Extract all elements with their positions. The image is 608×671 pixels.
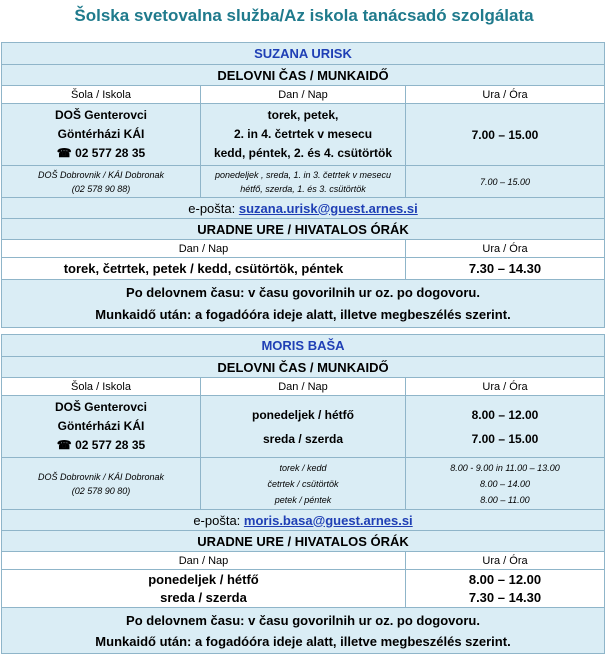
days-cell [200,104,405,166]
note-sl: Po delovnem času: v času govorilnih ur oz. po dogovoru. [126,612,480,628]
office-days: torek, četrtek, petek / kedd, csütörtök, péntek [2,258,406,280]
days-cell [200,396,405,458]
phone-icon: ☎ [56,438,72,452]
counselor-name: SUZANA URISK [2,43,605,65]
schedule-sheet [1,42,605,654]
school-phone [6,436,196,455]
hours-cell: 7.00 – 15.00 [406,166,605,198]
school-name-hu: Göntérházi KÁI [57,419,145,433]
note-hu: Munkaidő után: a fogadóóra ideje alatt, illetve megbeszélés szerint. [95,633,511,649]
hours-line: 8.00 – 14.00 [479,478,531,489]
col-day-header: Dan / Nap [200,378,405,396]
col-school-header: Šola / Iskola [2,86,201,104]
note-hu: Munkaidő után: a fogadóóra ideje alatt, illetve megbeszélés szerint. [95,306,511,322]
hours-cell: 7.00 – 15.00 [406,104,605,166]
email-label: e-pošta: [193,512,241,528]
email-row [2,198,605,219]
email-link[interactable]: suzana.urisk@guest.arnes.si [238,200,418,216]
office-hours-header: URADNE URE / HIVATALOS ÓRÁK [2,531,605,552]
counselor-schedule-table [1,42,605,654]
office-hours-line: 7.30 – 14.30 [468,589,542,605]
office-days [2,570,406,608]
office-hours-line: 8.00 – 12.00 [468,571,542,587]
col-hour-header: Ura / Óra [406,240,605,258]
office-hours-header: URADNE URE / HIVATALOS ÓRÁK [2,219,605,240]
col-hour-header: Ura / Óra [406,86,605,104]
phone-number: 02 577 28 35 [75,438,146,452]
hours-line: 8.00 - 9.00 in 11.00 – 13.00 [450,462,560,473]
days-line: 2. in 4. četrtek v mesecu [233,127,373,141]
email-label: e-pošta: [188,200,236,216]
days-line: petek / péntek [274,494,332,505]
school-cell [2,166,201,198]
work-time-header: DELOVNI ČAS / MUNKAIDŐ [2,65,605,86]
school-phone: (02 578 90 80) [71,485,131,496]
school-cell [2,104,201,166]
days-line: hétfő, szerda, 1. és 3. csütörtök [240,183,366,194]
school-name-hu: Göntérházi KÁI [57,127,145,141]
days-line: kedd, péntek, 2. és 4. csütörtök [213,146,393,160]
col-day-header: Dan / Nap [2,240,406,258]
hours-cell [406,396,605,458]
phone-number: 02 577 28 35 [75,146,146,160]
days-line: torek / kedd [279,462,327,473]
email-row [2,510,605,531]
days-line: četrtek / csütörtök [267,478,339,489]
school-name: DOŠ Genterovci [54,108,147,122]
days-line: ponedeljek / hétfő [251,407,354,422]
hours-line: 8.00 – 11.00 [480,494,530,505]
office-hours [406,570,605,608]
hours-line: 7.00 – 15.00 [471,431,539,446]
hours-line: 8.00 – 12.00 [471,407,539,422]
school-name: DOŠ Genterovci [54,400,147,414]
note-sl: Po delovnem času: v času govorilnih ur oz. po dogovoru. [126,284,480,300]
col-day-header: Dan / Nap [2,552,406,570]
days-line: torek, petek, [267,108,339,122]
work-time-header: DELOVNI ČAS / MUNKAIDŐ [2,357,605,378]
school-name: DOŠ Dobrovnik / KÁI Dobronak [37,471,165,482]
note-cell [2,280,605,328]
school-phone [6,144,196,163]
col-school-header: Šola / Iskola [2,378,201,396]
block-separator [2,328,605,335]
days-line: sreda / szerda [262,431,344,446]
note-cell [2,608,605,654]
days-line: ponedeljek , sreda, 1. in 3. četrtek v mesecu [214,169,392,180]
school-phone: (02 578 90 88) [71,183,131,194]
phone-icon: ☎ [56,146,72,160]
col-day-header: Dan / Nap [200,86,405,104]
col-hour-header: Ura / Óra [406,552,605,570]
office-days-line: sreda / szerda [160,589,247,605]
page-title: Šolska svetovalna služba/Az iskola tanácsadó szolgálata [74,6,534,25]
school-name: DOŠ Dobrovnik / KÁI Dobronak [37,169,165,180]
days-cell [200,458,405,510]
office-hours: 7.30 – 14.30 [406,258,605,280]
school-cell [2,396,201,458]
hours-cell [406,458,605,510]
days-cell [200,166,405,198]
email-link[interactable]: moris.basa@guest.arnes.si [243,512,413,528]
col-hour-header: Ura / Óra [406,378,605,396]
office-days-line: ponedeljek / hétfő [148,571,259,587]
counselor-name: MORIS BAŠA [2,335,605,357]
school-cell [2,458,201,510]
